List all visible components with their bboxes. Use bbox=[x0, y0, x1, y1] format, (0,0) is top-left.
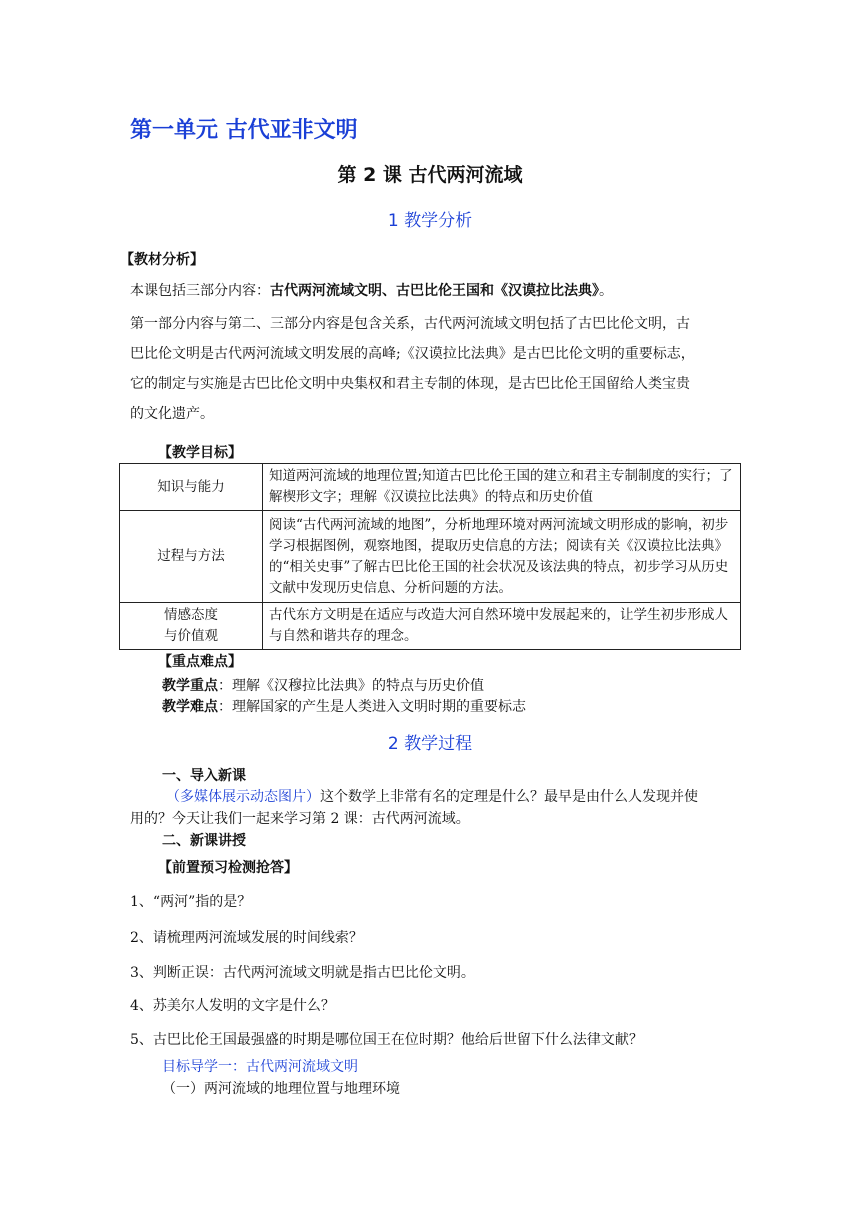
new-lesson-heading: 二、新课讲授 bbox=[162, 833, 246, 849]
question-4: 4、苏美尔人发明的文字是什么？ bbox=[130, 998, 335, 1014]
question-5: 5、古巴比伦王国最强盛的时期是哪位国王在位时期？他给后世留下什么法律文献？ bbox=[130, 1032, 643, 1048]
section-title-process: 2 教学过程 bbox=[387, 734, 473, 754]
table-row bbox=[120, 511, 741, 603]
goal-guide-1: 目标导学一：古代两河流域文明 bbox=[162, 1059, 358, 1075]
analysis-line: 巴比伦文明是古代两河流域文明发展的高峰;《汉谟拉比法典》是古巴比伦文明的重要标志， bbox=[130, 346, 695, 362]
preview-label: 【前置预习检测抢答】 bbox=[158, 860, 298, 876]
goal-body: 古代东方文明是在适应与改造大河自然环境中发展起来的，让学生初步形成人与自然和谐共存的理念。 bbox=[263, 603, 741, 650]
difficulty-label: 教学难点 bbox=[162, 699, 218, 715]
teaching-goals-table bbox=[119, 463, 741, 650]
intro-text-line1: 这个数学上非常有名的定理是什么？最早是由什么人发现并使 bbox=[320, 789, 698, 805]
textbook-analysis-label: 【教材分析】 bbox=[120, 252, 204, 268]
goal-body: 阅读“古代两河流域的地图”，分析地理环境对两河流域文明形成的影响，初步学习根据图例，观察地图，提取历史信息的方法；阅读有关《汉谟拉比法典》的“相关史事”了解古巴比伦王国的社会状况及该法典的特点，初步学习从历史文献中发现历史信息、分析问题的方法。 bbox=[263, 511, 741, 603]
intro-text-line2: 用的？今天让我们一起来学习第 2 课：古代两河流域。 bbox=[130, 811, 470, 827]
analysis-line: 第一部分内容与第二、三部分内容是包含关系，古代两河流域文明包括了古巴比伦文明，古 bbox=[130, 316, 690, 332]
key-points-label: 【重点难点】 bbox=[158, 654, 242, 670]
subsection-1: （一）两河流域的地理位置与地理环境 bbox=[162, 1081, 400, 1097]
teaching-goals-label: 【教学目标】 bbox=[158, 445, 242, 461]
table-row bbox=[120, 464, 741, 511]
intro-prefix: 本课包括三部分内容： bbox=[130, 283, 270, 299]
analysis-intro bbox=[130, 276, 613, 306]
question-3: 3、判断正误：古代两河流域文明就是指古巴比伦文明。 bbox=[130, 965, 475, 981]
focus-text: ：理解《汉穆拉比法典》的特点与历史价值 bbox=[218, 678, 484, 694]
intro-heading: 一、导入新课 bbox=[162, 768, 246, 784]
focus-label: 教学重点 bbox=[162, 678, 218, 694]
unit-title: 第一单元 古代亚非文明 bbox=[130, 118, 358, 143]
intro-bold: 古代两河流域文明、古巴比伦王国和《汉谟拉比法典》 bbox=[270, 283, 599, 299]
section-title-analysis: 1 教学分析 bbox=[387, 211, 473, 231]
difficulty-line bbox=[162, 696, 526, 716]
intro-suffix: 。 bbox=[599, 283, 613, 299]
intro-paragraph bbox=[130, 786, 698, 830]
goal-head: 过程与方法 bbox=[120, 511, 263, 603]
question-2: 2、请梳理两河流域发展的时间线索？ bbox=[130, 930, 363, 946]
goal-body: 知道两河流域的地理位置;知道古巴比伦王国的建立和君主专制制度的实行；了解楔形文字；理解《汉谟拉比法典》的特点和历史价值 bbox=[263, 464, 741, 511]
goal-head: 知识与能力 bbox=[120, 464, 263, 511]
analysis-paragraph bbox=[130, 309, 695, 429]
goal-head: 情感态度 与价值观 bbox=[120, 603, 263, 650]
table-row bbox=[120, 603, 741, 650]
analysis-line: 的文化遗产。 bbox=[130, 406, 214, 422]
analysis-line: 它的制定与实施是古巴比伦文明中央集权和君主专制的体现，是古巴比伦王国留给人类宝贵 bbox=[130, 376, 690, 392]
difficulty-text: ：理解国家的产生是人类进入文明时期的重要标志 bbox=[218, 699, 526, 715]
focus-line bbox=[162, 675, 484, 695]
lesson-title: 第 2 课 古代两河流域 bbox=[337, 164, 523, 186]
multimedia-note: （多媒体展示动态图片） bbox=[166, 789, 320, 805]
question-1: 1、“两河”指的是？ bbox=[130, 894, 252, 910]
